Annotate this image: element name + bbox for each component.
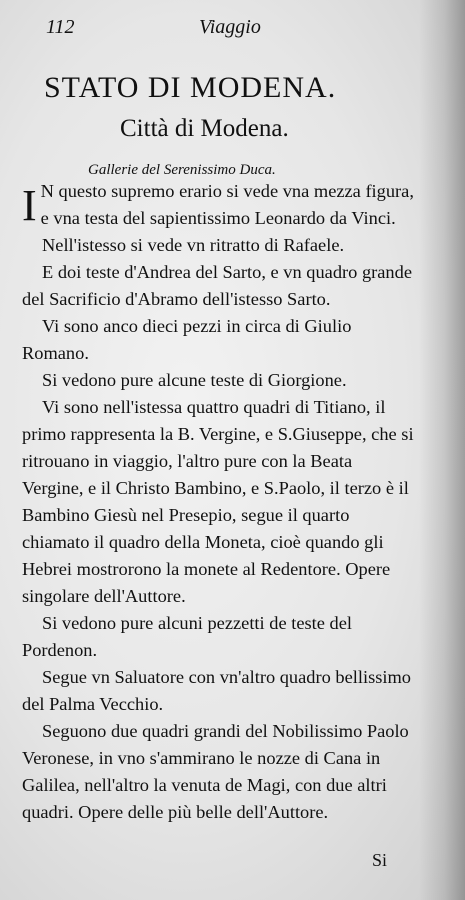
page-gutter-shadow (419, 0, 465, 900)
catchword: Si (372, 850, 388, 870)
paragraph: Nell'istesso si vede vn ritratto di Rafaele. (42, 235, 345, 255)
paragraph: Vi sono anco dieci pezzi in circa di Giulio Romano. (22, 316, 352, 363)
page-subtitle: Città di Modena. (120, 115, 289, 142)
drop-cap: I (22, 181, 37, 230)
running-head: Viaggio (199, 16, 261, 38)
paragraph: Seguono due quadri grandi del Nobilissimo Paolo Veronese, in vno s'ammirano le nozze di Cana in Galilea, nell'altro la venuta de Magi, con due altri quadri. Opere delle più belle dell'Auttore. (22, 721, 409, 822)
body-text (22, 178, 414, 826)
page-number: 112 (46, 16, 75, 38)
section-heading: Gallerie del Serenissimo Duca. (88, 162, 276, 178)
paragraph-text: N questo supremo erario si vede vna mezza figura, e vna testa del sapientissimo Leonardo da Vinci. (40, 181, 414, 228)
paragraph: Segue vn Saluatore con vn'altro quadro bellissimo del Palma Vecchio. (22, 667, 412, 714)
paragraph (22, 178, 414, 232)
paragraph: Vi sono nell'istessa quattro quadri di Titiano, il primo rappresenta la B. Vergine, e S.Giuseppe, che si ritrouano in viaggio, l'altro pure con la Beata Vergine, e il Christo Bambino, e S.Paolo, il terzo è il Bambino Giesù nel Presepio, segue il quarto chiamato il quadro della Moneta, cioè quando gli Hebrei mostrorono la monete al Redentore. Opere singolare dell'Auttore. (22, 397, 414, 606)
paragraph: Si vedono pure alcune teste di Giorgione. (42, 370, 347, 390)
paragraph: Si vedono pure alcuni pezzetti de teste del Pordenon. (22, 613, 352, 660)
running-header (34, 10, 394, 40)
page-title: STATO DI MODENA. (44, 71, 337, 104)
paragraph: E doi teste d'Andrea del Sarto, e vn quadro grande del Sacrificio d'Abramo dell'istesso Sarto. (22, 262, 412, 309)
